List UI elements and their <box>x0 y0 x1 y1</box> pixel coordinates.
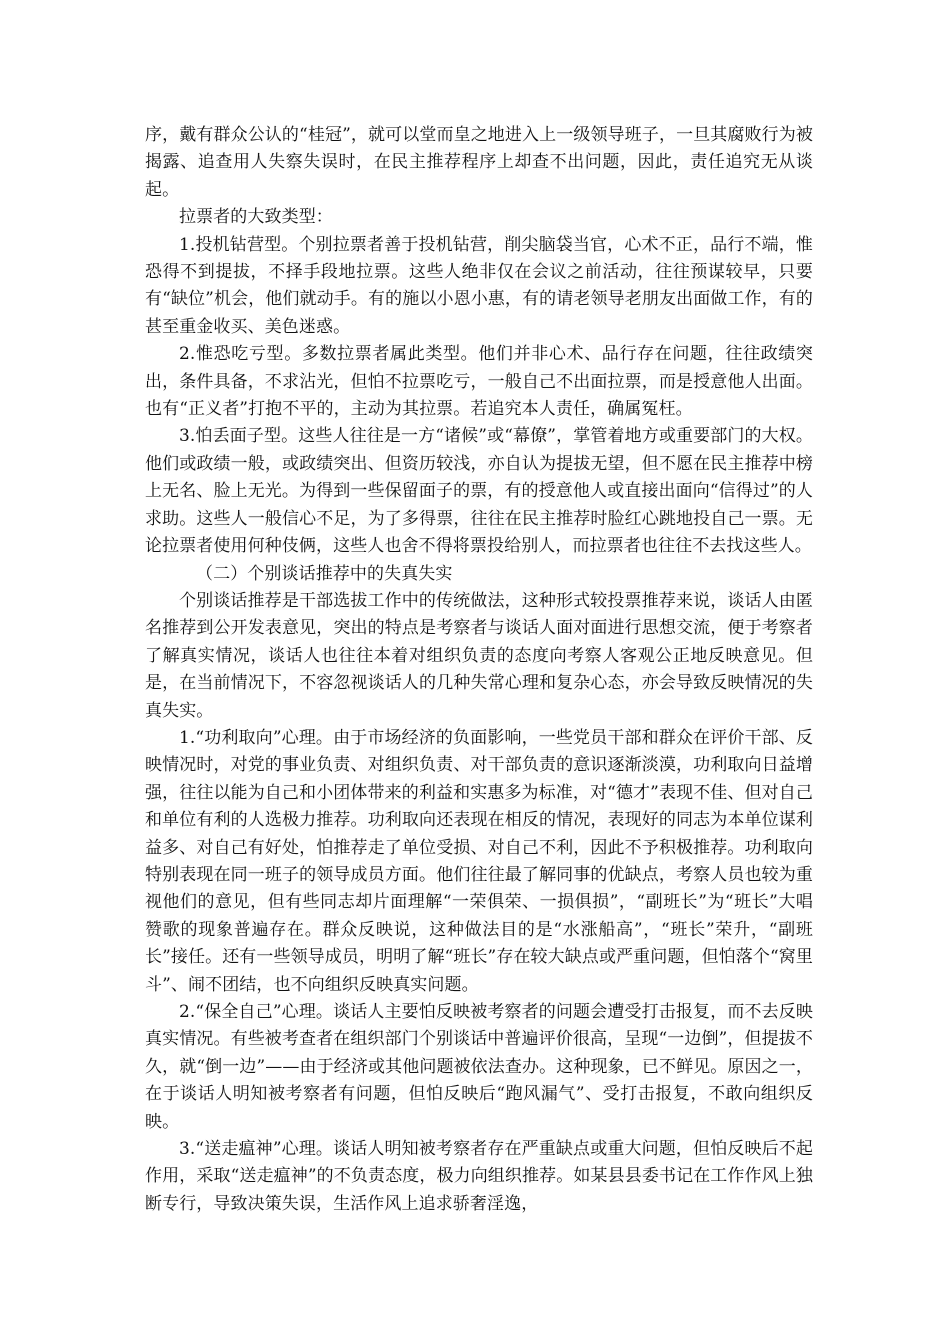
document-body <box>145 122 813 1218</box>
paragraph-mentality-1: 1.“功利取向”心理。由于市场经济的负面影响，一些党员干部和群众在评价干部、反映情况时，对党的事业负责、对组织负责、对干部负责的意识逐渐淡漠，功利取向日益增强，往往以能为自己和小团体带来的利益和实惠多为标准，对“德才”表现不佳、但对自己和单位有利的人选极力推荐。功利取向还表现在相反的情况，表现好的同志为本单位谋利益多、对自己有好处，怕推荐走了单位受损、对自己不利，因此不予积极推荐。功利取向特别表现在同一班子的领导成员方面。他们往往最了解同事的优缺点，考察人员也较为重视他们的意见，但有些同志却片面理解“一荣俱荣、一损俱损”，“副班长”为“班长”大唱赞歌的现象普遍存在。群众反映说，这种做法目的是“水涨船高”，“班长”荣升，“副班长”接任。还有一些领导成员，明明了解“班长”存在较大缺点或严重问题，但怕落个“窝里斗”、闹不团结，也不向组织反映真实问题。 <box>145 727 813 995</box>
section-heading: （二）个别谈话推荐中的失真失实 <box>196 563 453 584</box>
paragraph-types-intro: 拉票者的大致类型： <box>179 207 333 228</box>
paragraph-mentality-2: 2.“保全自己”心理。谈话人主要怕反映被考察者的问题会遭受打击报复，而不去反映真实情况。有些被考查者在组织部门个别谈话中普遍评价很高，呈现“一边倒”，但提拔不久，就“倒一边”——由于经济或其他问题被依法查办。这种现象，已不鲜见。原因之一，在于谈话人明知被考察者有问题，但怕反映后“跑风漏气”、受打击报复，不敢向组织反映。 <box>145 1002 813 1132</box>
paragraph-type-3: 3.怕丢面子型。这些人往往是一方“诸候”或“幕僚”，掌管着地方或重要部门的大权。他们或政绩一般，或政绩突出、但资历较浅，亦自认为提拔无望，但不愿在民主推荐中榜上无名、脸上无光。为得到一些保留面子的票，有的授意他人或直接出面向“信得过”的人求助。这些人一般信心不足，为了多得票，往往在民主推荐时脸红心跳地投自己一票。无论拉票者使用何种伎俩，这些人也舍不得将票投给别人，而拉票者也往往不去找这些人。 <box>145 426 813 557</box>
paragraph-mentality-3: 3.“送走瘟神”心理。谈话人明知被考察者存在严重缺点或重大问题，但怕反映后不起作用，采取“送走瘟神”的不负责态度，极力向组织推荐。如某县县委书记在工作作风上独断专行，导致决策失误，生活作风上追求骄奢淫逸， <box>145 1139 813 1214</box>
paragraph-type-2: 2.惟恐吃亏型。多数拉票者属此类型。他们并非心术、品行存在问题，往往政绩突出，条件具备，不求沾光，但怕不拉票吃亏，一般自己不出面拉票，而是授意他人出面。也有“正义者”打抱不平的，主动为其拉票。若追究本人责任，确属冤枉。 <box>145 344 813 420</box>
paragraph-interview-intro: 个别谈话推荐是干部选拔工作中的传统做法，这种形式较投票推荐来说，谈话人由匿名推荐到公开发表意见，突出的特点是考察者与谈话人面对面进行思想交流，便于考察者了解真实情况，谈话人也往往本着对组织负责的态度向考察人客观公正地反映意见。但是，在当前情况下，不容忽视谈话人的几种失常心理和复杂心态，亦会导致反映情况的失真失实。 <box>145 590 813 721</box>
paragraph-type-1: 1.投机钻营型。个别拉票者善于投机钻营，削尖脑袋当官，心术不正，品行不端，惟恐得不到提拔，不择手段地拉票。这些人绝非仅在会议之前活动，往往预谋较早，只要有“缺位”机会，他们就动手。有的施以小恩小惠，有的请老领导老朋友出面做工作，有的甚至重金收买、美色迷惑。 <box>145 234 813 337</box>
paragraph-continuation: 序，戴有群众公认的“桂冠”，就可以堂而皇之地进入上一级领导班子，一旦其腐败行为被揭露、追查用人失察失误时，在民主推荐程序上却查不出问题，因此，责任追究无从谈起。 <box>145 125 813 200</box>
